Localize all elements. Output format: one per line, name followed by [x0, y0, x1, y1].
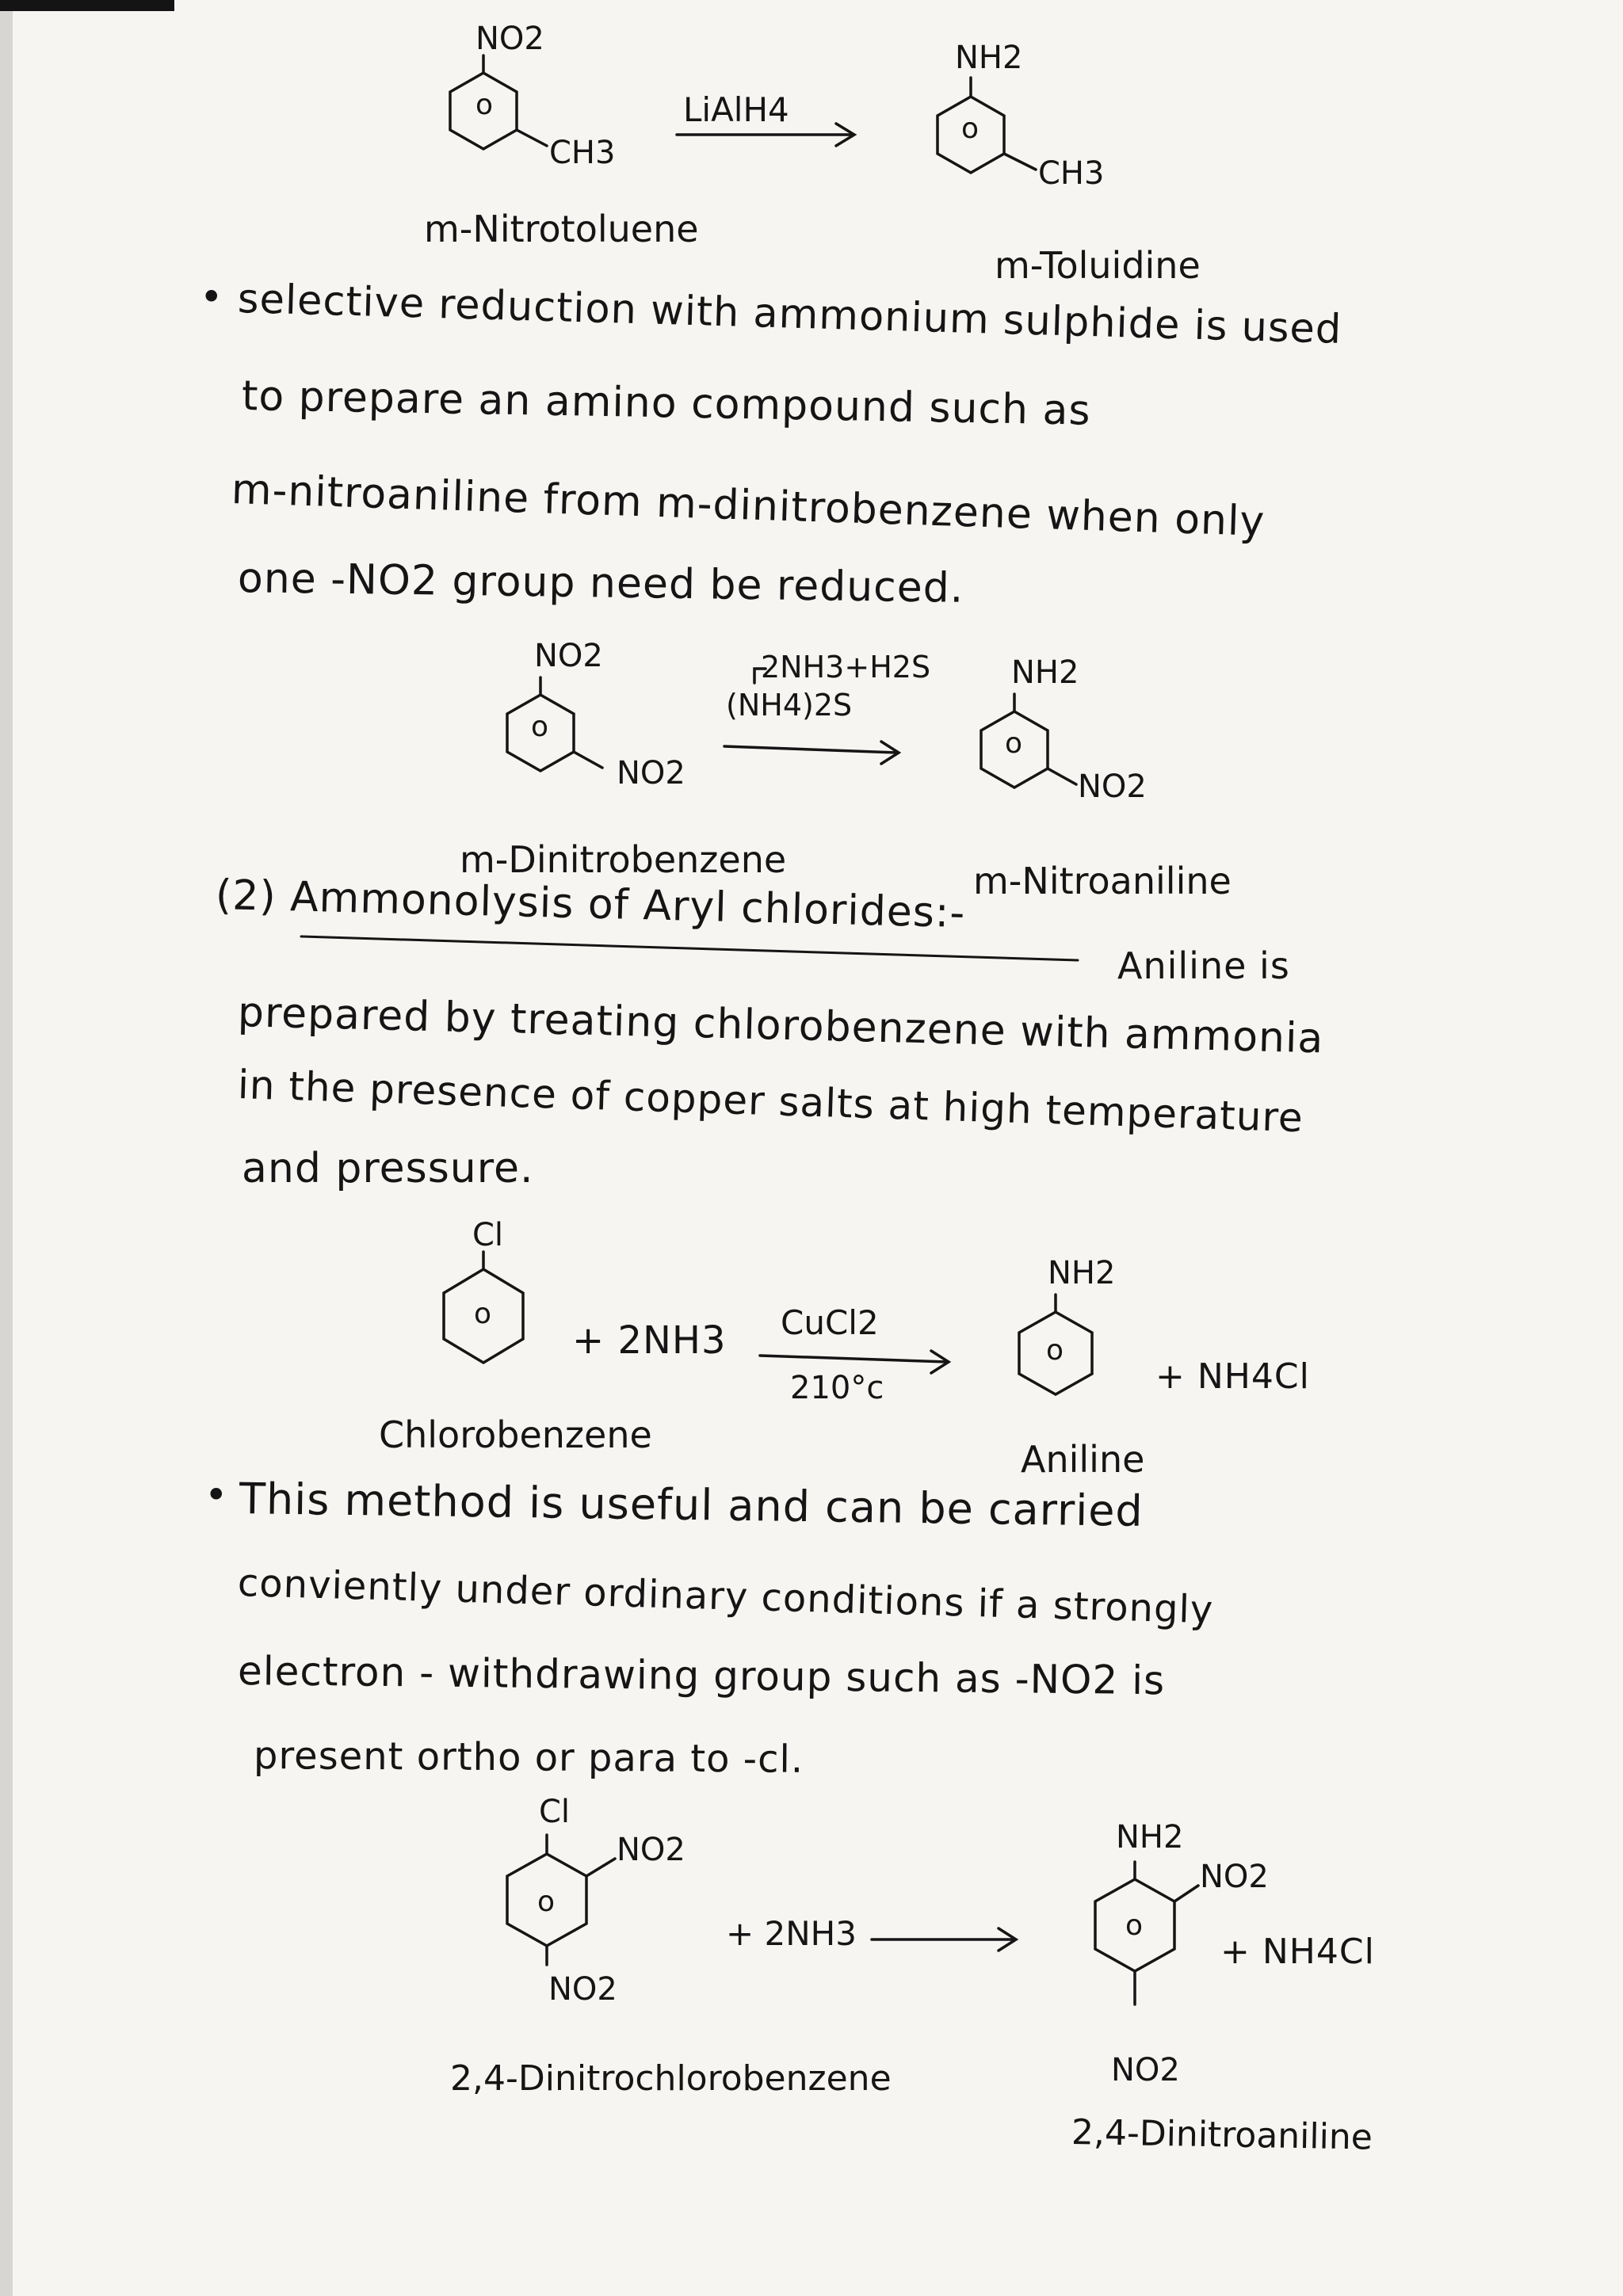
substituent-no2: NO2 [617, 755, 685, 791]
reagent-ammonia: + 2NH3 [572, 1318, 727, 1363]
compound-name-m-toluidine: m-Toluidine [995, 244, 1201, 287]
dinitrochlorobenzene-structure [475, 1794, 737, 2044]
ring-label: o [475, 89, 494, 121]
section-heading-tail: Aniline is [1117, 944, 1290, 987]
compound-name-chlorobenzene: Chlorobenzene [379, 1413, 652, 1456]
catalyst-cucl2: CuCl2 [781, 1303, 879, 1342]
benzene-ring-icon [412, 1220, 618, 1394]
substituent-cl: Cl [472, 1217, 504, 1253]
reagent-generation: 2NH3+H2S [761, 650, 931, 685]
condition-temperature: 210°c [790, 1370, 884, 1406]
bullet-point: • [200, 274, 223, 320]
para1-line-2: to prepare an amino compound such as [241, 372, 1092, 435]
ring-label: o [537, 1886, 556, 1918]
substituent-nh2: NH2 [1011, 654, 1079, 691]
section-heading: (2) Ammonolysis of Aryl chlorides:- [215, 871, 966, 938]
section2-line-1: prepared by treating chlorobenzene with ammonia [237, 989, 1325, 1063]
bullet-point: • [204, 1472, 228, 1518]
substituent-no2: NO2 [534, 638, 603, 674]
compound-name-aniline: Aniline [1021, 1438, 1145, 1481]
substituent-nh2: NH2 [1048, 1255, 1116, 1291]
reagent-ammonium-sulphide: (NH4)2S [726, 688, 853, 723]
para2-line-3: electron - withdrawing group such as -NO2 is [237, 1648, 1166, 1704]
substituent-ch3: CH3 [1038, 155, 1105, 192]
para2-line-4: present ortho or para to -cl. [253, 1733, 804, 1782]
arrow-icon [721, 1909, 1022, 1965]
reagent-ammonia: + 2NH3 [726, 1914, 857, 1953]
compound-name-dinitroaniline: 2,4-Dinitroaniline [1071, 2112, 1373, 2158]
substituent-no2-ortho: NO2 [617, 1832, 685, 1868]
substituent-no2-para: NO2 [1111, 2052, 1180, 2088]
byproduct-nh4cl: + NH4Cl [1155, 1356, 1310, 1397]
reaction-arrow-3 [757, 1303, 971, 1414]
reaction-arrow-4 [721, 1909, 1022, 1965]
para1-line-3: m-nitroaniline from m-dinitrobenzene when only [231, 466, 1266, 546]
ring-label: o [1046, 1334, 1064, 1367]
section2-line-3: and pressure. [242, 1145, 534, 1192]
substituent-no2-para: NO2 [548, 1971, 617, 2008]
para2-line-2: conviently under ordinary conditions if a strongly [237, 1561, 1215, 1633]
ring-label: o [961, 113, 980, 145]
substituent-cl: Cl [539, 1794, 571, 1830]
substituent-nh2: NH2 [955, 40, 1023, 76]
substituent-ch3: CH3 [549, 135, 616, 171]
compound-name-m-nitrotoluene: m-Nitrotoluene [424, 208, 699, 250]
ring-label: o [474, 1298, 492, 1330]
para1-line-1: selective reduction with ammonium sulphide is used [237, 276, 1343, 353]
substituent-nh2: NH2 [1116, 1819, 1184, 1855]
substituent-no2-ortho: NO2 [1200, 1859, 1269, 1895]
benzene-ring-icon [475, 1806, 737, 2044]
ring-label: o [531, 711, 549, 743]
chlorobenzene-structure [412, 1217, 618, 1394]
para1-line-4: one -NO2 group need be reduced. [237, 555, 964, 612]
ring-label: o [1005, 727, 1023, 760]
section2-line-2: in the presence of copper salts at high temperature [237, 1062, 1304, 1142]
ring-label: o [1125, 1909, 1144, 1942]
aniline-structure [983, 1252, 1165, 1426]
substituent-no2: NO2 [1078, 769, 1147, 805]
reagent-lialh4: LiAlH4 [683, 90, 789, 129]
byproduct-nh4cl: + NH4Cl [1220, 1932, 1375, 1972]
compound-name-dinitrochlorobenzene: 2,4-Dinitrochlorobenzene [450, 2058, 892, 2099]
para2-line-1: This method is useful and can be carried [239, 1474, 1144, 1536]
substituent-no2: NO2 [475, 21, 544, 57]
compound-name-m-dinitrobenzene: m-Dinitrobenzene [460, 838, 787, 881]
compound-name-m-nitroaniline: m-Nitroaniline [973, 860, 1232, 902]
